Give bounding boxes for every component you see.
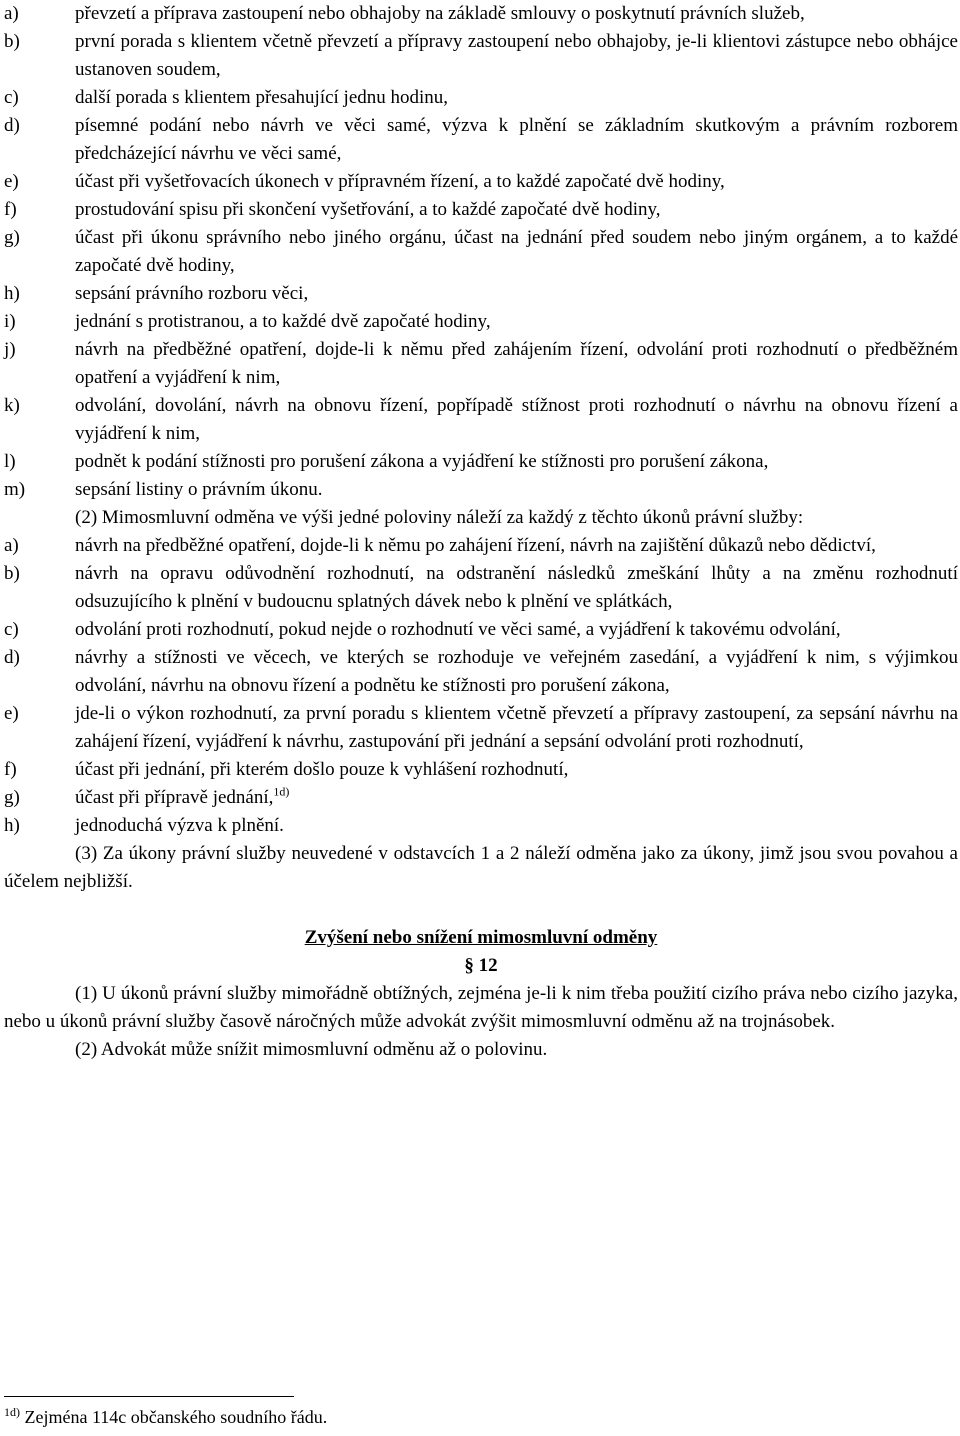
- list-item-text: jde-li o výkon rozhodnutí, za první poradu s klientem včetně převzetí a přípravy zastoupení, za sepsání návrhu na zahájení řízení, vyjádření k návrhu, zastupování při jednání a sepsání odvolání proti rozhodnutí,: [75, 703, 958, 752]
- list-services-full-item: [4, 224, 958, 280]
- paragraph-12-1: (1) U úkonů právní služby mimořádně obtížných, zejména je-li k nim třeba použití cizího práva nebo cizího jazyka, nebo u úkonů právní služby časově náročných může advokát zvýšit mimosmluvní odměnu až na trojnásobek.: [4, 983, 958, 1032]
- list-services-full-item: [4, 168, 958, 196]
- list-item-label: g): [4, 787, 20, 808]
- list-item-text-wrap: [75, 784, 958, 812]
- list-services-full-item: [4, 28, 958, 84]
- list-item-label: c): [4, 87, 19, 108]
- paragraph-2: (2) Mimosmluvní odměna ve výši jedné poloviny náleží za každý z těchto úkonů právní služby:: [75, 507, 804, 528]
- footnote-reference: 1d): [273, 784, 290, 799]
- list-item-text-wrap: [75, 700, 958, 756]
- list-item-text-wrap: [75, 476, 958, 504]
- list-item-label: e): [4, 703, 19, 724]
- list-item-text: odvolání proti rozhodnutí, pokud nejde o rozhodnutí ve věci samé, a vyjádření k takovému odvolání,: [75, 619, 841, 640]
- list-item-label: h): [4, 283, 20, 304]
- list-item-label: d): [4, 647, 20, 668]
- list-services-half: [4, 532, 958, 840]
- list-item-label: b): [4, 563, 20, 584]
- list-item-text-wrap: [75, 812, 958, 840]
- list-item-text: první porada s klientem včetně převzetí a přípravy zastoupení nebo obhajoby, je-li klientovi zástupce nebo obhájce ustanoven soudem,: [75, 31, 958, 80]
- list-item-text-wrap: [75, 28, 958, 84]
- list-item-label: d): [4, 115, 20, 136]
- list-services-full-item: [4, 84, 958, 112]
- list-item-text-wrap: [75, 308, 958, 336]
- list-item-label: m): [4, 479, 26, 500]
- footnote: [4, 1404, 904, 1430]
- list-item-text-wrap: [75, 644, 958, 700]
- list-item-text: odvolání, dovolání, návrh na obnovu řízení, popřípadě stížnost proti rozhodnutí o návrhu na obnovu řízení a vyjádření k nim,: [75, 395, 958, 444]
- list-item-label: f): [4, 759, 17, 780]
- list-item-text: jednání s protistranou, a to každé dvě započaté hodiny,: [75, 311, 491, 332]
- list-services-full-item: [4, 392, 958, 448]
- list-item-text-wrap: [75, 168, 958, 196]
- list-services-half-item: [4, 532, 958, 560]
- list-item-label: h): [4, 815, 20, 836]
- list-services-full-item: [4, 308, 958, 336]
- list-services-half-item: [4, 700, 958, 756]
- list-services-full: [4, 0, 958, 504]
- list-item-text-wrap: [75, 84, 958, 112]
- list-item-text: účast při přípravě jednání,: [75, 787, 274, 808]
- list-item-label: i): [4, 311, 16, 332]
- list-item-text: účast při úkonu správního nebo jiného orgánu, účast na jednání před soudem nebo jiným orgánem, a to každé započaté dvě hodiny,: [75, 227, 958, 276]
- list-item-text: účast při vyšetřovacích úkonech v přípravném řízení, a to každé započaté dvě hodiny,: [75, 171, 725, 192]
- list-item-label: f): [4, 199, 17, 220]
- list-item-text: návrh na předběžné opatření, dojde-li k němu po zahájení řízení, návrh na zajištění důkazů nebo dědictví,: [75, 535, 876, 556]
- list-item-text-wrap: [75, 224, 958, 280]
- list-item-label: c): [4, 619, 19, 640]
- document-page: [4, 0, 958, 1064]
- list-item-label: g): [4, 227, 20, 248]
- spacer: [4, 896, 958, 924]
- list-item-text: převzetí a příprava zastoupení nebo obhajoby na základě smlouvy o poskytnutí právních služeb,: [75, 3, 805, 24]
- list-item-text-wrap: [75, 196, 958, 224]
- list-item-text-wrap: [75, 392, 958, 448]
- list-item-text: písemné podání nebo návrh ve věci samé, výzva k plnění se základním skutkovým a právním rozborem předcházející návrhu ve věci samé,: [75, 115, 958, 164]
- list-item-text: sepsání právního rozboru věci,: [75, 283, 309, 304]
- list-services-half-item: [4, 644, 958, 700]
- list-item-text-wrap: [75, 280, 958, 308]
- list-item-label: a): [4, 3, 19, 24]
- list-item-text-wrap: [75, 756, 958, 784]
- list-item-text: návrhy a stížnosti ve věcech, ve kterých se rozhoduje ve veřejném zasedání, a vyjádření k nim, s výjimkou odvolání, návrhu na obnovu řízení a podnětu ke stížnosti pro porušení zákona,: [75, 647, 958, 696]
- list-services-full-item: [4, 280, 958, 308]
- list-item-label: b): [4, 31, 20, 52]
- footnote-divider: [4, 1396, 294, 1397]
- list-item-text: prostudování spisu při skončení vyšetřování, a to každé započaté dvě hodiny,: [75, 199, 661, 220]
- list-services-full-item: [4, 448, 958, 476]
- list-item-text: sepsání listiny o právním úkonu.: [75, 479, 323, 500]
- list-item-text: návrh na předběžné opatření, dojde-li k němu před zahájením řízení, odvolání proti rozhodnutí o předběžném opatření a vyjádření k nim,: [75, 339, 958, 388]
- list-item-text-wrap: [75, 0, 958, 28]
- list-item-text: účast při jednání, při kterém došlo pouze k vyhlášení rozhodnutí,: [75, 759, 569, 780]
- list-item-text-wrap: [75, 532, 958, 560]
- list-item-label: j): [4, 339, 16, 360]
- list-item-text: podnět k podání stížnosti pro porušení zákona a vyjádření ke stížnosti pro porušení zákona,: [75, 451, 769, 472]
- list-item-text: další porada s klientem přesahující jednu hodinu,: [75, 87, 449, 108]
- list-item-text-wrap: [75, 448, 958, 476]
- section-heading: Zvýšení nebo snížení mimosmluvní odměny: [304, 927, 658, 948]
- list-services-full-item: [4, 112, 958, 168]
- list-services-full-item: [4, 476, 958, 504]
- list-item-text: jednoduchá výzva k plnění.: [75, 815, 284, 836]
- list-item-text: návrh na opravu odůvodnění rozhodnutí, na odstranění následků zmeškání lhůty a na změnu rozhodnutí odsuzujícího k plnění v budoucnu splatných dávek nebo k plnění ve splátkách,: [75, 563, 958, 612]
- paragraph-3: (3) Za úkony právní služby neuvedené v odstavcích 1 a 2 náleží odměna jako za úkony, jimž jsou svou povahou a účelem nejbližší.: [4, 843, 958, 892]
- list-item-text-wrap: [75, 336, 958, 392]
- list-services-half-item: [4, 784, 958, 812]
- list-item-label: k): [4, 395, 20, 416]
- footnote-text: Zejména 114c občanského soudního řádu.: [24, 1407, 328, 1427]
- list-item-label: e): [4, 171, 19, 192]
- section-number: § 12: [464, 955, 498, 976]
- list-services-half-item: [4, 616, 958, 644]
- list-services-full-item: [4, 196, 958, 224]
- list-services-half-item: [4, 560, 958, 616]
- list-services-full-item: [4, 336, 958, 392]
- paragraph-12-2: (2) Advokát může snížit mimosmluvní odměnu až o polovinu.: [75, 1039, 548, 1060]
- list-item-text-wrap: [75, 616, 958, 644]
- list-services-full-item: [4, 0, 958, 28]
- list-item-label: a): [4, 535, 19, 556]
- list-item-label: l): [4, 451, 16, 472]
- footnote-mark: 1d): [4, 1405, 20, 1419]
- list-services-half-item: [4, 756, 958, 784]
- list-item-text-wrap: [75, 560, 958, 616]
- list-item-text-wrap: [75, 112, 958, 168]
- list-services-half-item: [4, 812, 958, 840]
